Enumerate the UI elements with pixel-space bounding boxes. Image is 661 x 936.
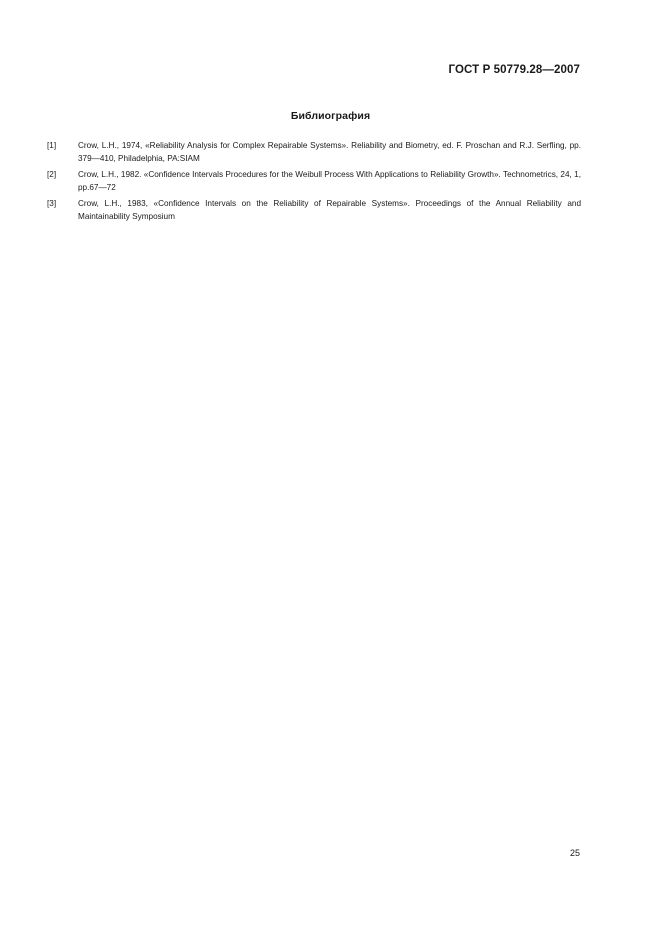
bibliography-entry	[47, 139, 581, 165]
bibliography-entry-number: [1]	[47, 141, 57, 150]
bibliography-entry-text: Crow, L.H., 1983, «Confidence Intervals on the Reliability of Repairable Systems». Proceedings of the Annual Reliability and Maintainability Symposium	[78, 199, 581, 221]
page-number: 25	[569, 848, 580, 858]
document-code: ГОСТ Р 50779.28—2007	[448, 64, 580, 76]
bibliography-entry-text: Crow, L.H., 1982. «Confidence Intervals Procedures for the Weibull Process With Applications to Reliability Growth». Technometrics, 24, 1, pp.67—72	[78, 170, 581, 192]
bibliography-entry	[47, 168, 581, 194]
bibliography-entry-number: [3]	[47, 199, 57, 208]
bibliography-list	[47, 139, 581, 226]
section-title: Библиография	[290, 110, 371, 122]
bibliography-entry	[47, 197, 581, 223]
bibliography-entry-number: [2]	[47, 170, 57, 179]
bibliography-entry-text: Crow, L.H., 1974, «Reliability Analysis for Complex Repairable Systems». Reliability and Biometry, ed. F. Proschan and R.J. Serfling, pp. 379—410, Philadelphia, PA:SIAM	[78, 141, 581, 163]
